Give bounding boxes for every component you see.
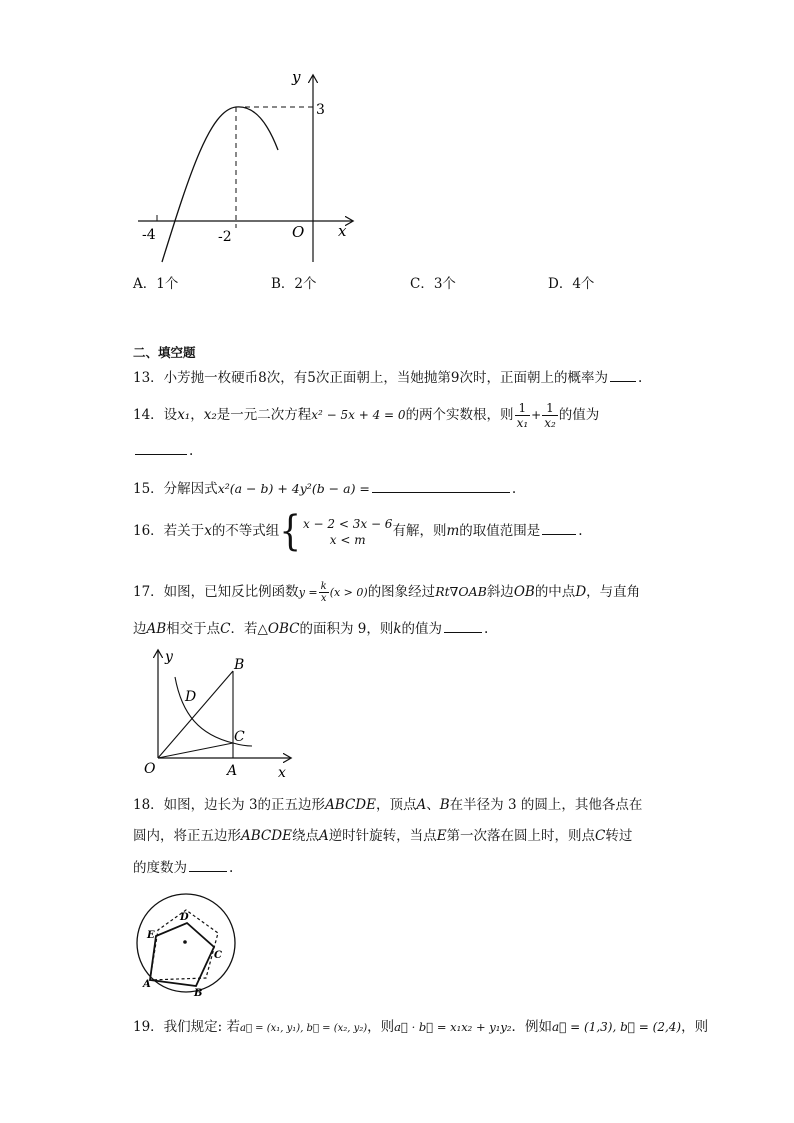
y-label: y — [292, 68, 301, 86]
option-c[interactable]: C．3个 — [410, 276, 456, 292]
label-b: B — [194, 988, 203, 999]
pentagon-circle-figure — [130, 888, 240, 1000]
label-d: D — [185, 689, 197, 705]
option-d[interactable]: D．4个 — [548, 276, 595, 292]
tick-neg4: -4 — [142, 227, 156, 243]
label-a: A — [227, 763, 238, 779]
question-15: 15．分解因式x²(a − b) + 4y²(b − a) = . — [133, 478, 516, 499]
label-o: O — [144, 761, 156, 777]
center-dot — [183, 940, 187, 944]
label-y: y — [165, 649, 173, 665]
question-16: 16．若关于x的不等式组{ x − 2 < 3x − 6 x < m 有解，则m的取值范围是 . — [133, 507, 583, 556]
pentagon-solid — [150, 923, 214, 986]
question-13: 13．小芳抛一枚硬币8次，有5次正面朝上，当她抛第9次时，正面朝上的概率为 . — [133, 367, 642, 388]
origin-label: O — [292, 223, 305, 241]
answer-blank-13[interactable] — [610, 367, 636, 382]
x-label: x — [338, 222, 347, 240]
question-14: 14．设x₁，x₂是一元二次方程x² − 5x + 4 = 0的两个实数根，则 $\frac{1}{\text{x₁}}$ + $\frac{1}{\text{x₂}}$ 的值为 — [133, 401, 600, 430]
label-c: C — [214, 950, 222, 961]
label-b: B — [234, 657, 245, 673]
question-18-line3: 的度数为 . — [133, 857, 233, 878]
label-c: C — [234, 729, 245, 745]
answer-blank-16[interactable] — [542, 520, 576, 535]
question-19: 19．我们规定: 若a⃗ = (x₁, y₁), b⃗ = (x₂, y₂)，则a⃗ · b⃗ = x₁x₂ + y₁y₂．例如a⃗ = (1,3), b⃗ = (2,4)，则 — [133, 1019, 709, 1035]
question-18-line1: 18．如图，边长为 3的正五边形ABCDE，顶点A、B在半径为 3 的圆上，其他各点在 — [133, 797, 643, 813]
tick-3: 3 — [316, 102, 325, 118]
answer-blank-17[interactable] — [444, 618, 482, 633]
label-x: x — [278, 765, 286, 781]
question-17-line2: 边AB相交于点C．若△OBC的面积为 9，则k的值为 . — [133, 618, 488, 639]
answer-blank-14[interactable] — [135, 440, 187, 455]
question-14-blank: . — [133, 440, 193, 461]
label-e: E — [147, 930, 155, 941]
answer-blank-15[interactable] — [372, 478, 510, 493]
label-a: A — [143, 979, 151, 990]
tick-neg2: -2 — [218, 229, 232, 245]
question-18-line2: 圆内，将正五边形ABCDE绕点A逆时针旋转，当点E第一次落在圆上时，则点C转过 — [133, 828, 633, 844]
inverse-function-graph — [140, 645, 300, 783]
label-d: D — [180, 912, 189, 923]
answer-blank-18[interactable] — [189, 857, 227, 872]
section-title: 二、填空题 — [133, 345, 196, 360]
option-a[interactable]: A．1个 — [133, 276, 179, 292]
parabola-graph — [120, 62, 370, 272]
question-17-line1: 17．如图，已知反比例函数y = $\frac{k}{x}$ (x > 0)的图象经过Rt∇OAB斜边OB的中点D，与直角 — [133, 581, 641, 604]
option-b[interactable]: B．2个 — [271, 276, 317, 292]
